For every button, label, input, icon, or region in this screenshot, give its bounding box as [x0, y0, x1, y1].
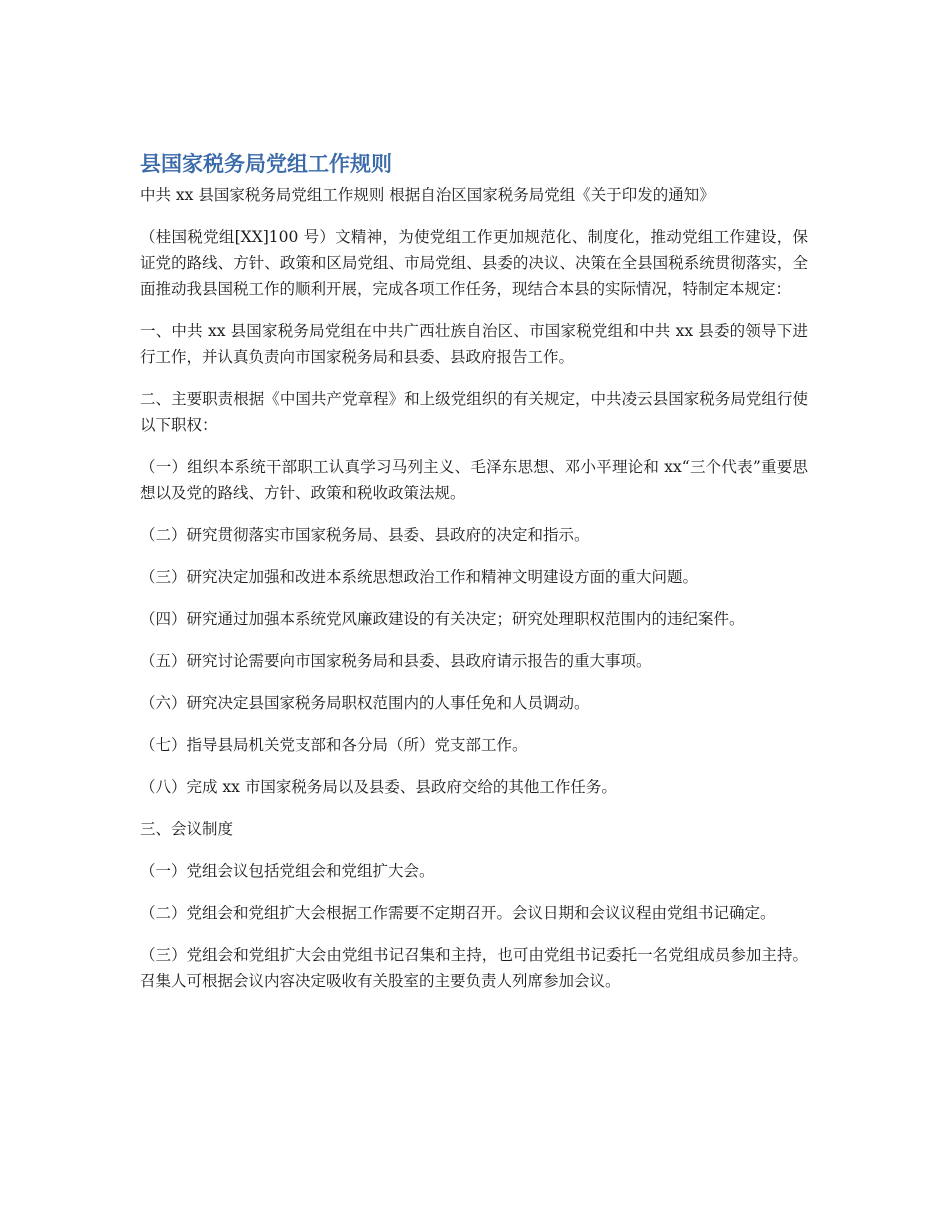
- paragraph-duty-3: （三）研究决定加强和改进本系统思想政治工作和精神文明建设方面的重大问题。: [140, 568, 699, 586]
- paragraph-intro: （桂国税党组[XX]100 号）文精神，为使党组工作更加规范化、制度化，推动党组工作建设，保证党的路线、方针、政策和区局党组、市局党组、县委的决议、决策在全县国税系统贯彻落实，全面推动我县国税工作的顺利开展，完成各项工作任务，现结合本县的实际情况，特制定本规定：: [140, 228, 808, 298]
- paragraph-duty-4: （四）研究通过加强本系统党风廉政建设的有关决定；研究处理职权范围内的违纪案件。: [140, 610, 745, 628]
- paragraph-duty-8: （八）完成 xx 市国家税务局以及县委、县政府交给的其他工作任务。: [140, 778, 617, 796]
- paragraph-section-3: 三、会议制度: [140, 820, 234, 838]
- paragraph-meeting-2: （二）党组会和党组扩大会根据工作需要不定期召开。会议日期和会议议程由党组书记确定。: [140, 904, 776, 922]
- paragraph-duty-6: （六）研究决定县国家税务局职权范围内的人事任免和人员调动。: [140, 694, 590, 712]
- paragraph-duty-5: （五）研究讨论需要向市国家税务局和县委、县政府请示报告的重大事项。: [140, 652, 652, 670]
- document-subtitle: 中共 xx 县国家税务局党组工作规则 根据自治区国家税务局党组《关于印发的通知》: [140, 186, 715, 204]
- paragraph-duty-7: （七）指导县局机关党支部和各分局（所）党支部工作。: [140, 736, 528, 754]
- document-title: 县国家税务局党组工作规则: [140, 152, 392, 176]
- paragraph-section-1: 一、中共 xx 县国家税务局党组在中共广西壮族自治区、市国家税党组和中共 xx 县委的领导下进行工作，并认真负责向市国家税务局和县委、县政府报告工作。: [140, 322, 808, 366]
- paragraph-meeting-1: （一）党组会议包括党组会和党组扩大会。: [140, 862, 435, 880]
- paragraph-section-2: 二、主要职责根据《中国共产党章程》和上级党组织的有关规定，中共凌云县国家税务局党组行使以下职权：: [140, 390, 808, 434]
- paragraph-meeting-3: （三）党组会和党组扩大会由党组书记召集和主持，也可由党组书记委托一名党组成员参加主持。召集人可根据会议内容决定吸收有关股室的主要负责人列席参加会议。: [140, 946, 808, 990]
- document-page: [140, 150, 808, 1010]
- paragraph-duty-2: （二）研究贯彻落实市国家税务局、县委、县政府的决定和指示。: [140, 526, 590, 544]
- paragraph-duty-1: （一）组织本系统干部职工认真学习马列主义、毛泽东思想、邓小平理论和 xx“三个代表”重要思想以及党的路线、方针、政策和税收政策法规。: [140, 458, 808, 502]
- document-body: [140, 224, 808, 994]
